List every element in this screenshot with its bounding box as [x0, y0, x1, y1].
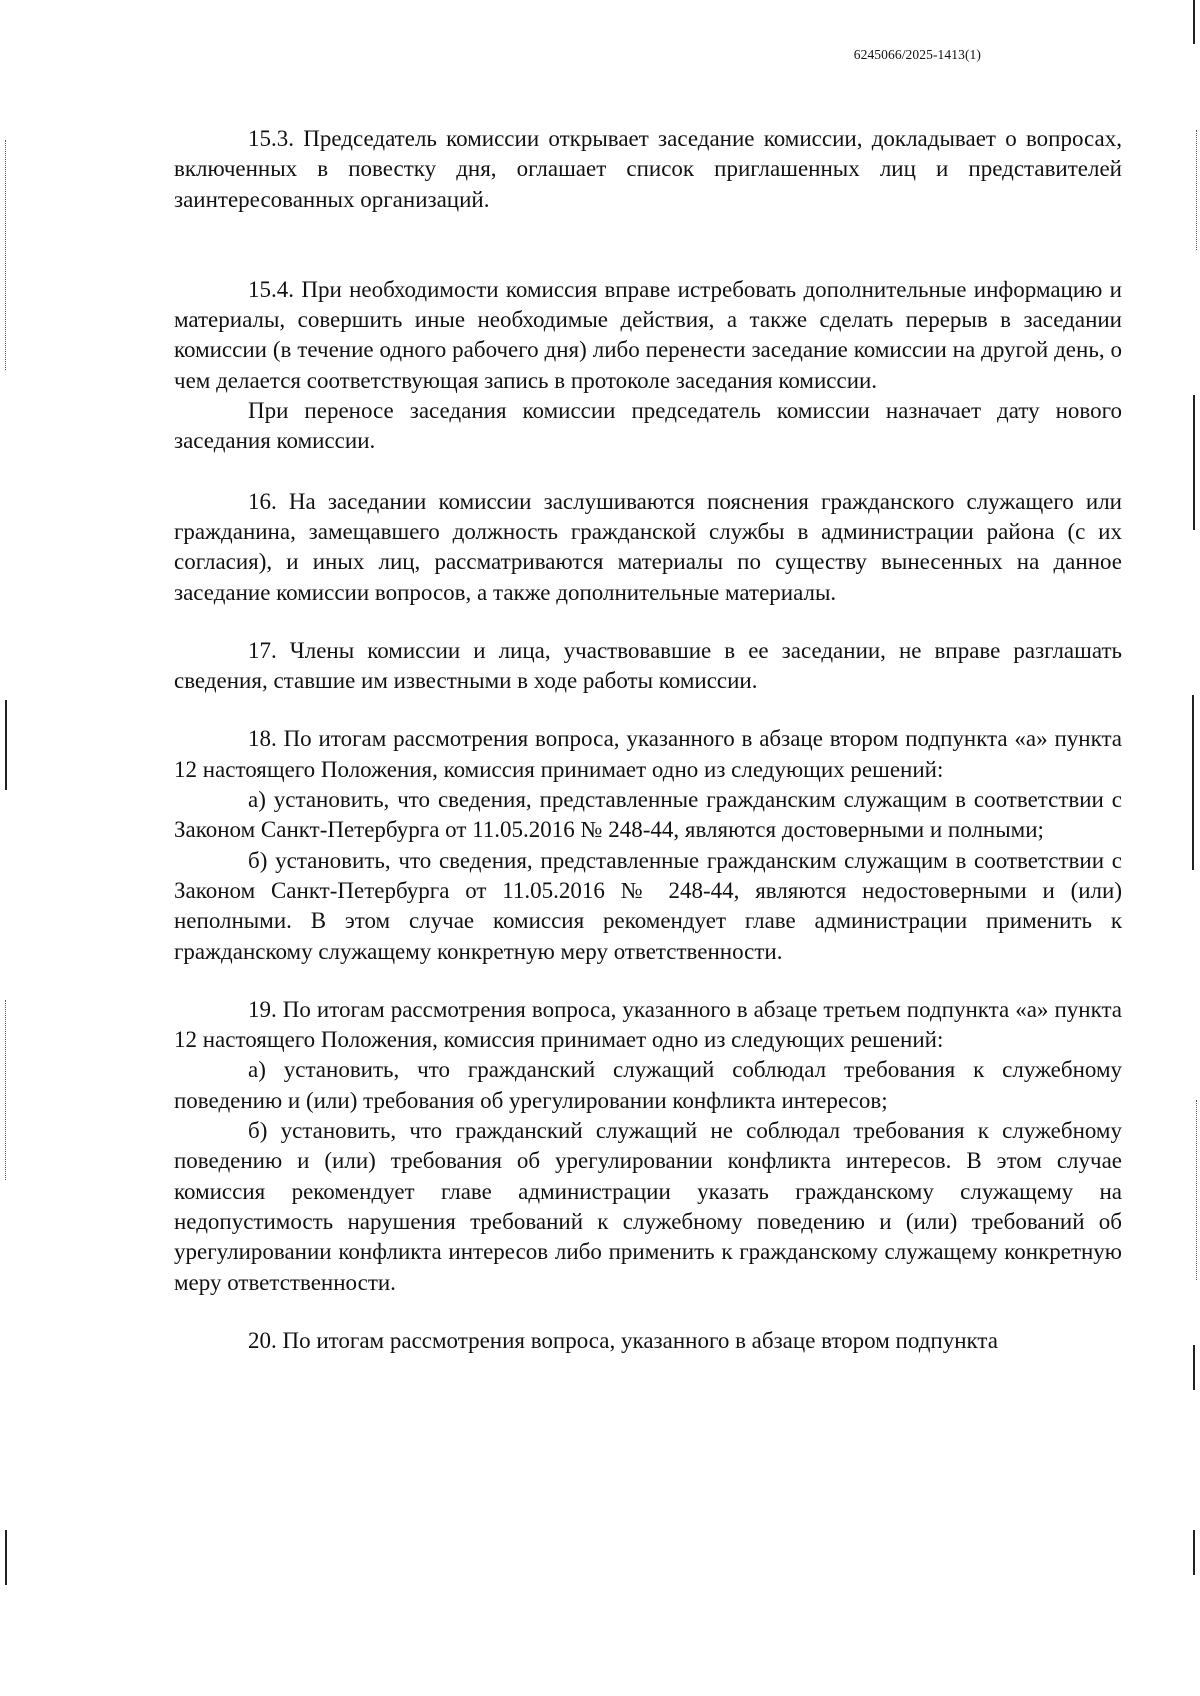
- paragraph-18-b: б) установить, что сведения, представленные гражданским служащим в соответствии с Законом Санкт-Петербурга от 11.05.2016 № 248-44, являются недостоверными и (или) неполными. В этом случае комиссия рекомендует главе администрации применить к гражданскому служащему конкретную меру ответственности.: [174, 847, 1122, 964]
- paragraph-19: 19. По итогам рассмотрения вопроса, указанного в абзаце третьем подпункта «а» пункта 12 настоящего Положения, комиссия принимает одно из следующих решений:: [174, 996, 1122, 1053]
- paragraph-19-b: б) установить, что гражданский служащий не соблюдал требования к служебному поведению и (или) требования об урегулировании конфликта интересов. В этом случае комиссия рекомендует главе администрации указать гражданскому служащему на недопустимость нарушения требований к служебному поведению и (или) требований об урегулировании конфликта интересов либо применить к гражданскому служащему конкретную меру ответственности.: [174, 1118, 1122, 1295]
- paragraph-15-3: 15.3. Председатель комиссии открывает заседание комиссии, докладывает о вопросах, включенных в повестку дня, оглашает список приглашенных лиц и представителей заинтересованных организаций.: [174, 126, 1122, 212]
- scan-edge-right-1: [1193, 395, 1195, 530]
- scan-edge-left-dotted-1: [5, 140, 6, 370]
- scan-edge-right-3: [1193, 1345, 1195, 1390]
- scan-edge-top-right: [1193, 0, 1195, 44]
- paragraph-15-4: 15.4. При необходимости комиссия вправе истребовать дополнительные информацию и материалы, совершить иные необходимые действия, а также сделать перерыв в заседании комиссии (в течение одного рабочего дня) либо перенести заседание комиссии на другой день, о чем делается соответствующая запись в протоколе заседания комиссии.: [174, 276, 1122, 393]
- paragraph-18-a: а) установить, что сведения, представленные гражданским служащим в соответствии с Законом Санкт-Петербурга от 11.05.2016 № 248-44, являются достоверными и полными;: [174, 787, 1122, 843]
- scan-edge-left-2: [5, 1530, 7, 1585]
- paragraph-19-a: а) установить, что гражданский служащий соблюдал требования к служебному поведению и (или) требования об урегулировании конфликта интересов;: [174, 1057, 1122, 1113]
- scan-edge-right-dotted-2: [1196, 1100, 1197, 1280]
- paragraph-20: 20. По итогам рассмотрения вопроса, указанного в абзаце втором подпункта: [248, 1327, 998, 1353]
- paragraph-15-4-continuation: При переносе заседания комиссии председатель комиссии назначает дату нового заседания комиссии.: [174, 398, 1122, 454]
- document-body: [174, 124, 1122, 1356]
- paragraph-16: 16. На заседании комиссии заслушиваются пояснения гражданского служащего или гражданина, замещавшего должность гражданской службы в администрации района (с их согласия), и иных лиц, рассматриваются материалы по существу вынесенных на данное заседание комиссии вопросов, а также дополнительные материалы.: [174, 488, 1122, 605]
- scan-edge-left-dotted-2: [5, 1000, 6, 1180]
- paragraph-17: 17. Члены комиссии и лица, участвовавшие в ее заседании, не вправе разглашать сведения, ставшие им известными в ходе работы комиссии.: [174, 637, 1122, 694]
- scan-edge-right-dotted-1: [1196, 130, 1197, 250]
- document-id: 6245066/2025-1413(1): [853, 47, 981, 62]
- scan-edge-right-4: [1193, 1530, 1195, 1575]
- paragraph-18: 18. По итогам рассмотрения вопроса, указанного в абзаце втором подпункта «а» пункта 12 настоящего Положения, комиссия принимает одно из следующих решений:: [174, 726, 1122, 782]
- scan-edge-left-1: [5, 700, 7, 790]
- scan-edge-right-2: [1192, 695, 1194, 870]
